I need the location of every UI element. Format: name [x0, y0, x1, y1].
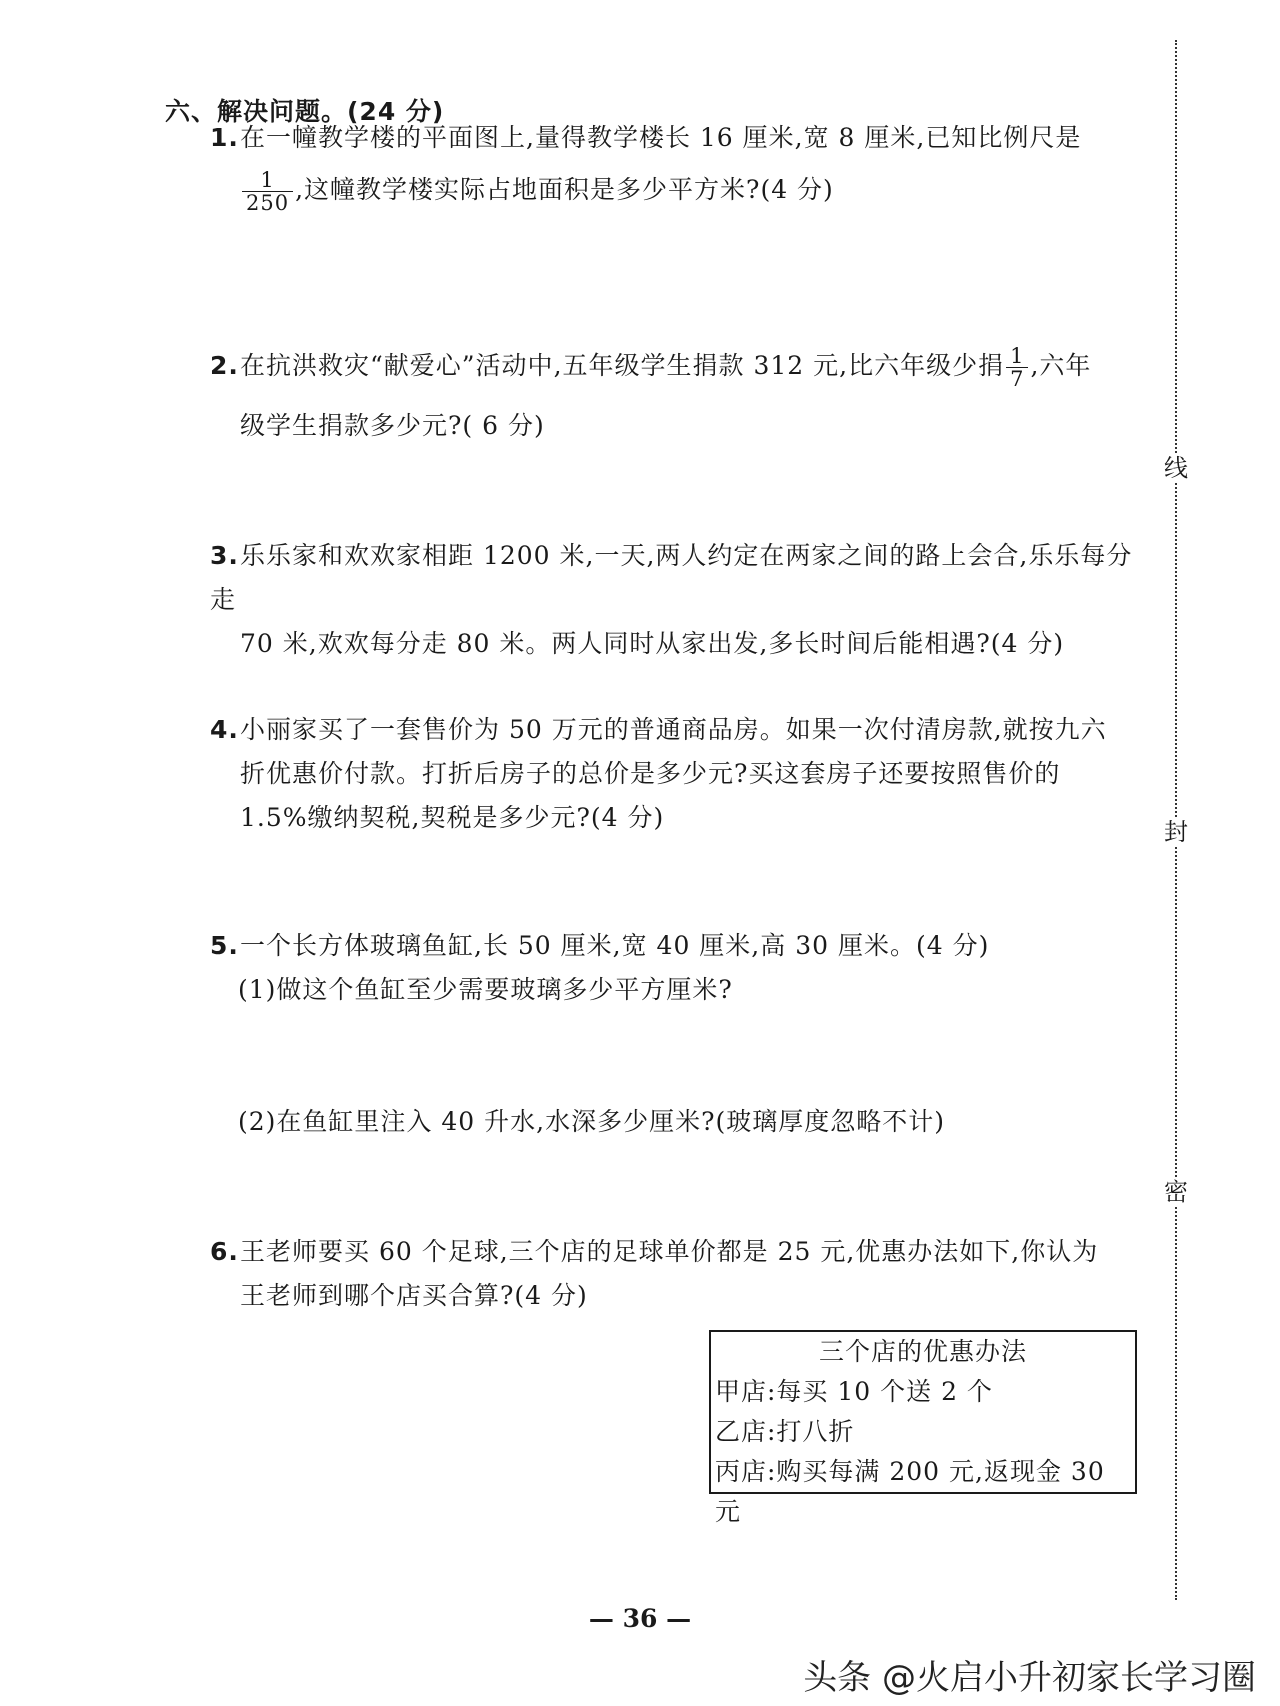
- question-text: 乐乐家和欢欢家相距 1200 米,一天,两人约定在两家之间的路上会合,乐乐每分走: [210, 541, 1133, 614]
- question-text: 在抗洪救灾“献爱心”活动中,五年级学生捐款 312 元,比六年级少捐: [240, 351, 1005, 380]
- question-text: 王老师要买 60 个足球,三个店的足球单价都是 25 元,优惠办法如下,你认为: [240, 1237, 1099, 1266]
- question-5-part-2: (2)在鱼缸里注入 40 升水,水深多少厘米?(玻璃厚度忽略不计): [238, 1107, 945, 1136]
- margin-mark-line: 线: [1164, 454, 1188, 482]
- question-number: 5.: [210, 931, 239, 960]
- fraction-numerator: 1: [1010, 344, 1025, 368]
- promotion-table: [709, 1330, 1137, 1526]
- question-text: 一个长方体玻璃鱼缸,长 50 厘米,宽 40 厘米,高 30 厘米。(4 分): [240, 931, 990, 960]
- question-1: [210, 116, 1140, 214]
- question-number: 3.: [210, 541, 239, 570]
- question-4: [210, 708, 1140, 840]
- question-number: 6.: [210, 1237, 239, 1266]
- margin-mark-secret: 密: [1164, 1178, 1188, 1206]
- page-number: — 36 —: [588, 1604, 692, 1633]
- question-3: [210, 534, 1140, 666]
- question-text: ,这幢教学楼实际占地面积是多少平方米?(4 分): [295, 175, 834, 204]
- section-title: 六、解决问题。(24 分): [165, 97, 445, 126]
- question-number: 4.: [210, 715, 239, 744]
- question-text: 折优惠价付款。打折后房子的总价是多少元?买这套房子还要按照售价的: [240, 759, 1061, 788]
- watermark: 头条 @火启小升初家长学习圈: [803, 1658, 1256, 1698]
- question-text: 70 米,欢欢每分走 80 米。两人同时从家出发,多长时间后能相遇?(4 分): [240, 629, 1065, 658]
- question-text: 级学生捐款多少元?( 6 分): [240, 411, 545, 440]
- promotion-row: 乙店:打八折: [715, 1417, 855, 1446]
- fraction-denominator: 7: [1010, 367, 1025, 391]
- fraction-denominator: 250: [246, 191, 290, 215]
- question-text: 小丽家买了一套售价为 50 万元的普通商品房。如果一次付清房款,就按九六: [240, 715, 1107, 744]
- question-text: 王老师到哪个店买合算?(4 分): [240, 1281, 588, 1310]
- question-2: [210, 344, 1140, 448]
- promotion-row: 甲店:每买 10 个送 2 个: [715, 1377, 993, 1406]
- question-number: 2.: [210, 351, 239, 380]
- question-number: 1.: [210, 123, 239, 152]
- question-text: 在一幢教学楼的平面图上,量得教学楼长 16 厘米,宽 8 厘米,已知比例尺是: [240, 123, 1082, 152]
- fraction-ratio: [1008, 345, 1026, 390]
- question-text: ,六年: [1030, 351, 1092, 380]
- margin-mark-seal: 封: [1164, 818, 1188, 846]
- promotion-row: 丙店:购买每满 200 元,返现金 30 元: [715, 1457, 1105, 1526]
- question-5: [210, 924, 1140, 968]
- question-6: [210, 1230, 1140, 1318]
- promotion-table-title: 三个店的优惠办法: [818, 1337, 1027, 1366]
- fraction-scale: [244, 169, 291, 214]
- question-5-part-1: (1)做这个鱼缸至少需要玻璃多少平方厘米?: [238, 975, 733, 1004]
- question-text: 1.5%缴纳契税,契税是多少元?(4 分): [240, 803, 665, 832]
- fraction-numerator: 1: [260, 168, 275, 192]
